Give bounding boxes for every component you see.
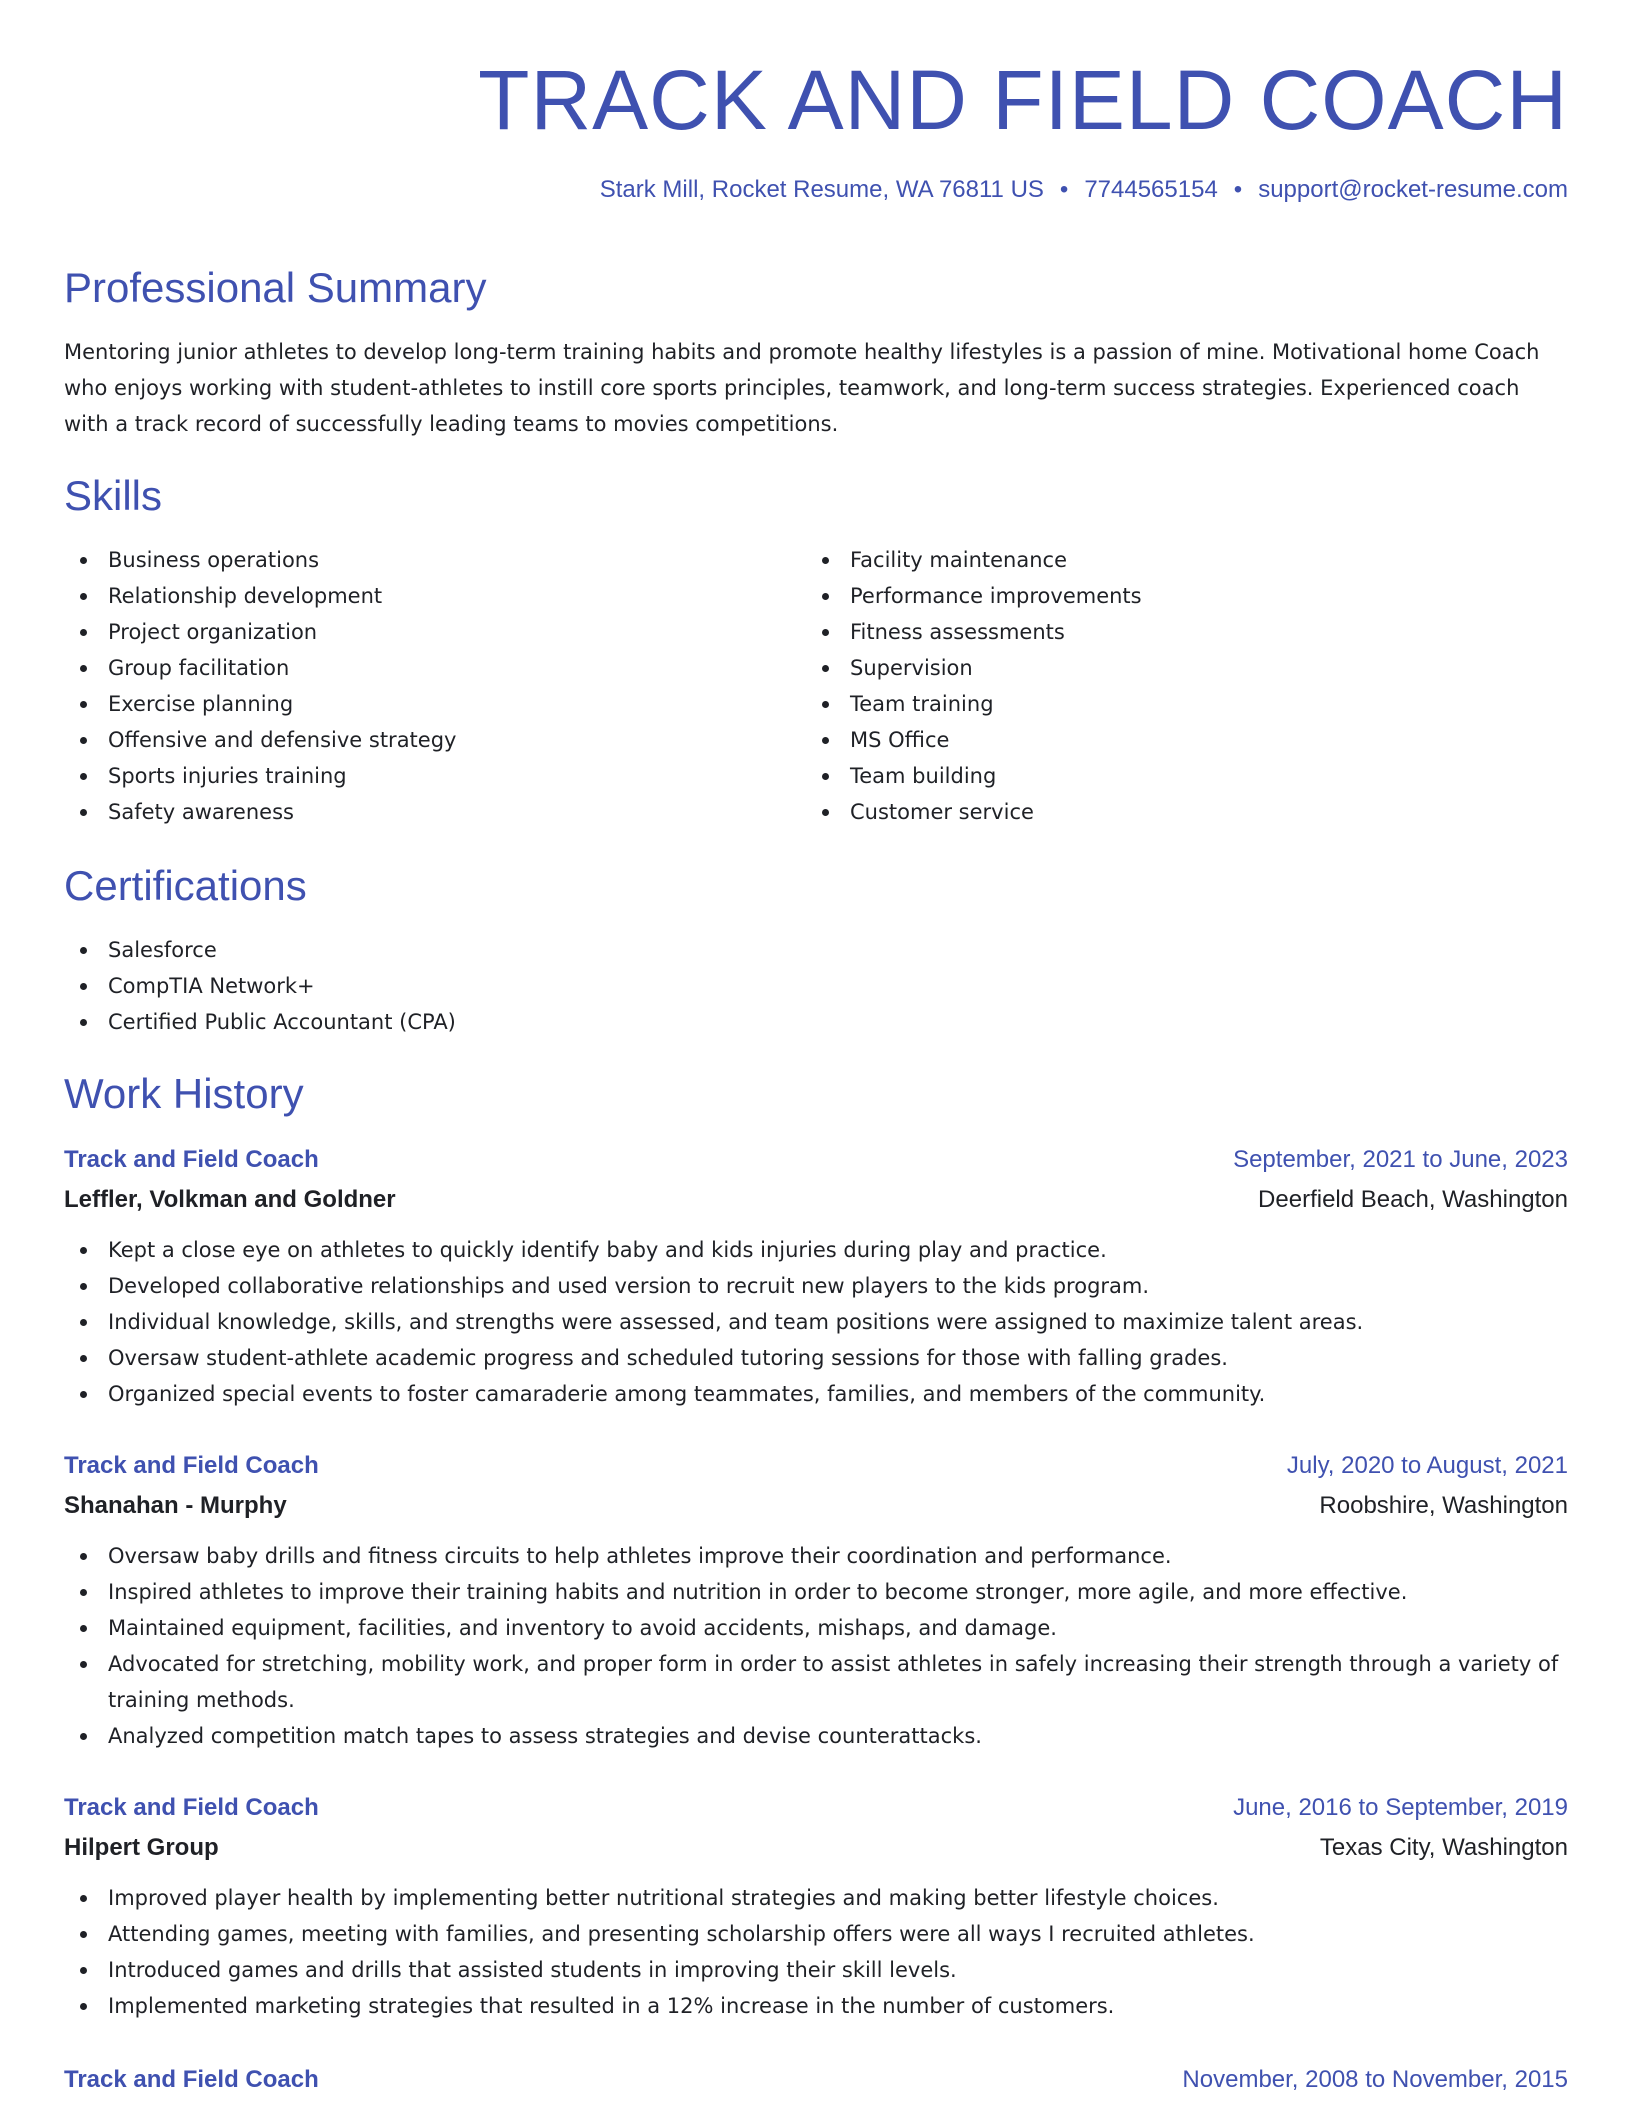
resume-page (64, 0, 1568, 2093)
job-bullet: Implemented marketing strategies that resulted in a 12% increase in the number of customers. (64, 1988, 1568, 2024)
job-title: Track and Field Coach (64, 2066, 319, 2093)
job-entry (64, 2060, 1568, 2100)
job-header-row (64, 2060, 1568, 2100)
job-bullet: Maintained equipment, facilities, and inventory to avoid accidents, mishaps, and damage. (64, 1610, 1568, 1646)
job-bullet: Analyzed competition match tapes to assess strategies and devise counterattacks. (64, 1718, 1568, 1754)
job-company-row (64, 1180, 1568, 1220)
skill-item: Performance improvements (806, 578, 1506, 614)
skill-item: Sports injuries training (64, 758, 764, 794)
job-header-row (64, 1446, 1568, 1486)
job-title: Track and Field Coach (64, 1452, 319, 1479)
skill-item: Team training (806, 686, 1506, 722)
job-dates: November, 2008 to November, 2015 (1182, 2066, 1568, 2093)
job-bullet: Organized special events to foster camaraderie among teammates, families, and members of the community. (64, 1376, 1568, 1412)
work-history-heading: Work History (64, 1070, 304, 1117)
job-title: Track and Field Coach (64, 1794, 319, 1821)
skill-item: MS Office (806, 722, 1506, 758)
certification-item: Salesforce (64, 932, 1568, 968)
skill-item: Group facilitation (64, 650, 764, 686)
certification-item: Certified Public Accountant (CPA) (64, 1004, 1568, 1040)
job-bullet: Kept a close eye on athletes to quickly identify baby and kids injuries during play and practice. (64, 1232, 1568, 1268)
job-bullet: Attending games, meeting with families, and presenting scholarship offers were all ways I recruited athletes. (64, 1916, 1568, 1952)
job-company: Hilpert Group (64, 1834, 219, 1861)
job-location: Texas City, Washington (1319, 1834, 1568, 1861)
job-company: Shanahan - Murphy (64, 1492, 287, 1519)
skill-item: Safety awareness (64, 794, 764, 830)
job-company: Leffler, Volkman and Goldner (64, 1186, 396, 1213)
job-entry (64, 1788, 1568, 2024)
skill-item: Team building (806, 758, 1506, 794)
skills-left-list (64, 542, 764, 830)
skills-left-column (64, 542, 764, 830)
certifications-list (64, 932, 1568, 1040)
skill-item: Project organization (64, 614, 764, 650)
job-entry (64, 1140, 1568, 1412)
job-location: Roobshire, Washington (1319, 1492, 1568, 1519)
contact-address: Stark Mill, Rocket Resume, WA 76811 US (599, 176, 1044, 203)
resume-title: TRACK AND FIELD COACH (478, 53, 1568, 147)
job-dates: September, 2021 to June, 2023 (1233, 1146, 1568, 1173)
contact-separator: • (1059, 176, 1069, 203)
job-bullet: Inspired athletes to improve their training habits and nutrition in order to become stronger, more agile, and more effective. (64, 1574, 1568, 1610)
job-company-row (64, 1486, 1568, 1526)
skill-item: Relationship development (64, 578, 764, 614)
skill-item: Exercise planning (64, 686, 764, 722)
skill-item: Supervision (806, 650, 1506, 686)
certification-item: CompTIA Network+ (64, 968, 1568, 1004)
job-bullet: Introduced games and drills that assisted students in improving their skill levels. (64, 1952, 1568, 1988)
summary-text: Mentoring junior athletes to develop long-term training habits and promote healthy lifestyles is a passion of mine. Motivational home Coach who enjoys working with student-athletes to instill core sports principles, teamwork, and long-term success strategies. Experienced coach with a track record of successfully leading teams to movies competitions. (64, 340, 1540, 436)
skill-item: Fitness assessments (806, 614, 1506, 650)
job-bullets (64, 1880, 1568, 2024)
job-bullet: Oversaw student-athlete academic progress and scheduled tutoring sessions for those with falling grades. (64, 1340, 1568, 1376)
contact-phone: 7744565154 (1084, 176, 1218, 203)
certifications-section (64, 932, 1568, 1040)
skills-heading: Skills (64, 472, 163, 519)
job-dates: July, 2020 to August, 2021 (1286, 1452, 1568, 1479)
job-bullets (64, 1538, 1568, 1754)
job-header-row (64, 1788, 1568, 1828)
contact-email[interactable]: support@rocket-resume.com (1258, 176, 1568, 203)
skill-item: Offensive and defensive strategy (64, 722, 764, 758)
summary-heading: Professional Summary (64, 264, 487, 311)
job-bullet: Developed collaborative relationships and used version to recruit new players to the kids program. (64, 1268, 1568, 1304)
contact-separator: • (1233, 176, 1243, 203)
job-bullet: Individual knowledge, skills, and strengths were assessed, and team positions were assigned to maximize talent areas. (64, 1304, 1568, 1340)
skills-right-list (806, 542, 1506, 830)
job-entry (64, 1446, 1568, 1754)
skill-item: Facility maintenance (806, 542, 1506, 578)
job-bullet: Advocated for stretching, mobility work, and proper form in order to assist athletes in safely increasing their strength through a variety of training methods. (64, 1646, 1568, 1718)
job-company-row (64, 1828, 1568, 1868)
job-header-row (64, 1140, 1568, 1180)
certifications-heading: Certifications (64, 862, 307, 909)
skill-item: Customer service (806, 794, 1506, 830)
skills-right-column (806, 542, 1506, 830)
job-dates: June, 2016 to September, 2019 (1233, 1794, 1568, 1821)
job-location: Deerfield Beach, Washington (1258, 1186, 1568, 1213)
job-bullet: Improved player health by implementing better nutritional strategies and making better lifestyle choices. (64, 1880, 1568, 1916)
contact-line (600, 176, 1568, 204)
job-bullets (64, 1232, 1568, 1412)
job-title: Track and Field Coach (64, 1146, 319, 1173)
skill-item: Business operations (64, 542, 764, 578)
job-bullet: Oversaw baby drills and fitness circuits to help athletes improve their coordination and performance. (64, 1538, 1568, 1574)
